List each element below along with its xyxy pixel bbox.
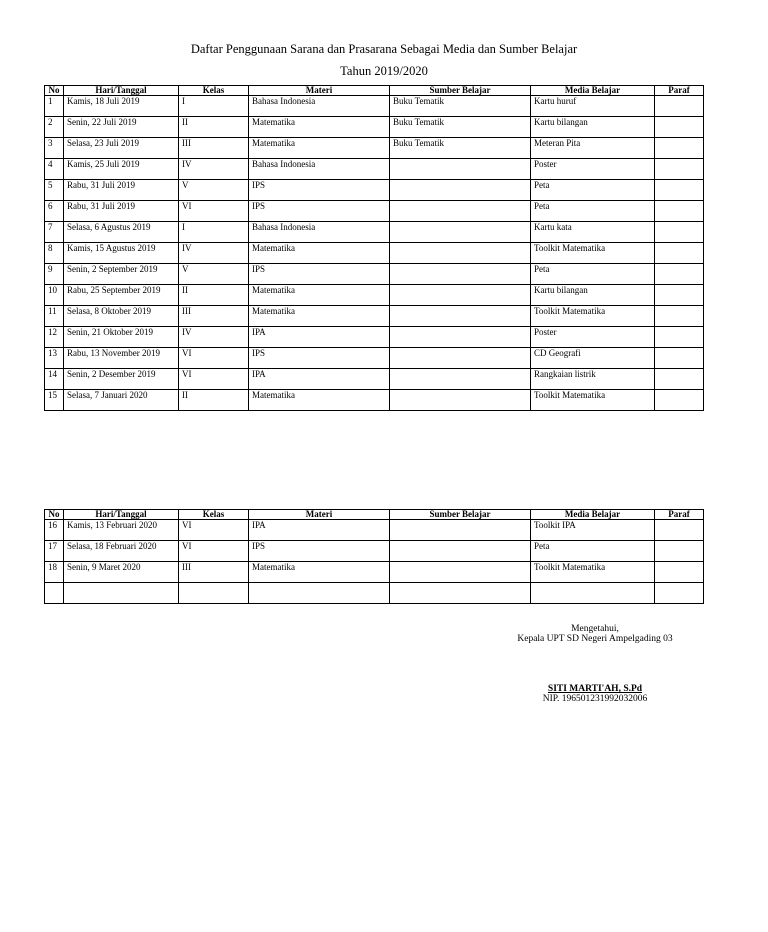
cell-media <box>531 583 655 604</box>
table-row <box>45 264 704 285</box>
cell-signature <box>655 243 704 264</box>
cell-subject: Matematika <box>249 138 390 159</box>
column-header-class: Kelas <box>179 86 249 96</box>
cell-source <box>390 562 531 583</box>
cell-class: VI <box>179 348 249 369</box>
cell-no: 11 <box>45 306 64 327</box>
cell-subject: IPS <box>249 264 390 285</box>
cell-no: 4 <box>45 159 64 180</box>
cell-source <box>390 306 531 327</box>
table-row <box>45 541 704 562</box>
cell-no: 15 <box>45 390 64 411</box>
table-row <box>45 562 704 583</box>
column-header-media: Media Belajar <box>531 86 655 96</box>
cell-signature <box>655 159 704 180</box>
cell-subject: Matematika <box>249 117 390 138</box>
cell-media: Toolkit Matematika <box>531 562 655 583</box>
cell-signature <box>655 264 704 285</box>
cell-source: Buku Tematik <box>390 117 531 138</box>
cell-subject: Bahasa Indonesia <box>249 222 390 243</box>
cell-signature <box>655 222 704 243</box>
cell-subject: Matematika <box>249 562 390 583</box>
cell-signature <box>655 306 704 327</box>
cell-signature <box>655 285 704 306</box>
cell-class: II <box>179 285 249 306</box>
table-row <box>45 201 704 222</box>
cell-signature <box>655 138 704 159</box>
cell-media: CD Geografi <box>531 348 655 369</box>
table-row <box>45 138 704 159</box>
cell-no: 10 <box>45 285 64 306</box>
cell-subject: IPS <box>249 201 390 222</box>
table-body <box>45 520 704 604</box>
cell-media: Kartu bilangan <box>531 117 655 138</box>
table-row <box>45 285 704 306</box>
cell-date: Selasa, 18 Februari 2020 <box>64 541 179 562</box>
cell-source <box>390 369 531 390</box>
signature-heading: Mengetahui, <box>571 624 619 634</box>
cell-no: 8 <box>45 243 64 264</box>
cell-no: 3 <box>45 138 64 159</box>
cell-source <box>390 348 531 369</box>
cell-class: IV <box>179 159 249 180</box>
table-row <box>45 180 704 201</box>
cell-subject: IPS <box>249 180 390 201</box>
cell-no: 17 <box>45 541 64 562</box>
cell-source <box>390 583 531 604</box>
cell-no <box>45 583 64 604</box>
cell-no: 18 <box>45 562 64 583</box>
cell-signature <box>655 327 704 348</box>
cell-no: 12 <box>45 327 64 348</box>
signature-role: Kepala UPT SD Negeri Ampelgading 03 <box>517 634 673 644</box>
cell-class: III <box>179 562 249 583</box>
cell-subject: Matematika <box>249 306 390 327</box>
cell-source <box>390 222 531 243</box>
cell-class: VI <box>179 520 249 541</box>
cell-source <box>390 201 531 222</box>
document-title: Daftar Penggunaan Sarana dan Prasarana Sebagai Media dan Sumber Belajar <box>190 42 578 56</box>
cell-subject: IPA <box>249 327 390 348</box>
cell-date <box>64 583 179 604</box>
cell-source <box>390 264 531 285</box>
cell-source <box>390 327 531 348</box>
cell-no: 6 <box>45 201 64 222</box>
column-header-date: Hari/Tanggal <box>64 510 179 520</box>
column-header-no: No <box>45 510 64 520</box>
cell-subject: IPA <box>249 520 390 541</box>
table-row <box>45 327 704 348</box>
table-row <box>45 520 704 541</box>
cell-date: Senin, 9 Maret 2020 <box>64 562 179 583</box>
cell-source <box>390 180 531 201</box>
cell-media: Toolkit Matematika <box>531 390 655 411</box>
cell-media: Peta <box>531 264 655 285</box>
cell-source <box>390 285 531 306</box>
cell-source <box>390 159 531 180</box>
table-row <box>45 390 704 411</box>
cell-media: Rangkaian listrik <box>531 369 655 390</box>
cell-date: Senin, 22 Juli 2019 <box>64 117 179 138</box>
cell-no: 13 <box>45 348 64 369</box>
cell-source: Buku Tematik <box>390 138 531 159</box>
table-row <box>45 243 704 264</box>
cell-signature <box>655 390 704 411</box>
table-row <box>45 306 704 327</box>
cell-signature <box>655 201 704 222</box>
cell-signature <box>655 562 704 583</box>
cell-class: VI <box>179 201 249 222</box>
cell-signature <box>655 117 704 138</box>
table-row <box>45 369 704 390</box>
cell-class: II <box>179 117 249 138</box>
cell-subject: IPS <box>249 348 390 369</box>
table-row <box>45 159 704 180</box>
column-header-signature: Paraf <box>655 86 704 96</box>
cell-class: VI <box>179 369 249 390</box>
signature-nip: NIP. 196501231992032006 <box>542 694 648 704</box>
table-row <box>45 348 704 369</box>
cell-media: Kartu huruf <box>531 96 655 117</box>
cell-media: Toolkit Matematika <box>531 306 655 327</box>
table-body <box>45 96 704 411</box>
cell-signature <box>655 369 704 390</box>
cell-date: Kamis, 13 Februari 2020 <box>64 520 179 541</box>
cell-class: I <box>179 222 249 243</box>
usage-table-2 <box>44 509 704 604</box>
cell-source <box>390 541 531 562</box>
cell-date: Kamis, 18 Juli 2019 <box>64 96 179 117</box>
cell-source <box>390 390 531 411</box>
cell-subject: Bahasa Indonesia <box>249 159 390 180</box>
cell-signature <box>655 180 704 201</box>
cell-subject: Matematika <box>249 243 390 264</box>
cell-no: 14 <box>45 369 64 390</box>
column-header-subject: Materi <box>249 510 390 520</box>
cell-subject: Matematika <box>249 285 390 306</box>
cell-class: I <box>179 96 249 117</box>
cell-date: Selasa, 23 Juli 2019 <box>64 138 179 159</box>
cell-date: Selasa, 8 Oktober 2019 <box>64 306 179 327</box>
cell-media: Poster <box>531 159 655 180</box>
table-row <box>45 117 704 138</box>
column-header-class: Kelas <box>179 510 249 520</box>
column-header-media: Media Belajar <box>531 510 655 520</box>
cell-media: Peta <box>531 201 655 222</box>
cell-media: Peta <box>531 541 655 562</box>
cell-signature <box>655 520 704 541</box>
cell-source <box>390 243 531 264</box>
cell-signature <box>655 541 704 562</box>
cell-media: Poster <box>531 327 655 348</box>
cell-class: IV <box>179 327 249 348</box>
cell-media: Kartu bilangan <box>531 285 655 306</box>
cell-date: Senin, 2 Desember 2019 <box>64 369 179 390</box>
cell-no: 16 <box>45 520 64 541</box>
column-header-signature: Paraf <box>655 510 704 520</box>
table-row <box>45 583 704 604</box>
cell-media: Toolkit IPA <box>531 520 655 541</box>
table-row <box>45 96 704 117</box>
cell-no: 9 <box>45 264 64 285</box>
column-header-source: Sumber Belajar <box>390 86 531 96</box>
cell-media: Toolkit Matematika <box>531 243 655 264</box>
cell-subject: Matematika <box>249 390 390 411</box>
cell-date: Kamis, 25 Juli 2019 <box>64 159 179 180</box>
table-header-row <box>45 510 704 520</box>
cell-date: Rabu, 31 Juli 2019 <box>64 180 179 201</box>
cell-date: Rabu, 13 November 2019 <box>64 348 179 369</box>
cell-no: 1 <box>45 96 64 117</box>
cell-class: II <box>179 390 249 411</box>
document-year: Tahun 2019/2020 <box>340 64 428 78</box>
cell-source <box>390 520 531 541</box>
column-header-source: Sumber Belajar <box>390 510 531 520</box>
cell-class: IV <box>179 243 249 264</box>
cell-signature <box>655 583 704 604</box>
cell-date: Senin, 2 September 2019 <box>64 264 179 285</box>
cell-date: Rabu, 25 September 2019 <box>64 285 179 306</box>
cell-no: 2 <box>45 117 64 138</box>
cell-subject: Bahasa Indonesia <box>249 96 390 117</box>
cell-no: 5 <box>45 180 64 201</box>
cell-no: 7 <box>45 222 64 243</box>
cell-class: VI <box>179 541 249 562</box>
cell-signature <box>655 96 704 117</box>
cell-media: Meteran Pita <box>531 138 655 159</box>
cell-date: Rabu, 31 Juli 2019 <box>64 201 179 222</box>
cell-signature <box>655 348 704 369</box>
cell-class <box>179 583 249 604</box>
cell-source: Buku Tematik <box>390 96 531 117</box>
cell-date: Senin, 21 Oktober 2019 <box>64 327 179 348</box>
cell-date: Kamis, 15 Agustus 2019 <box>64 243 179 264</box>
column-header-no: No <box>45 86 64 96</box>
cell-media: Kartu kata <box>531 222 655 243</box>
cell-class: III <box>179 306 249 327</box>
cell-date: Selasa, 6 Agustus 2019 <box>64 222 179 243</box>
cell-media: Peta <box>531 180 655 201</box>
cell-subject: IPS <box>249 541 390 562</box>
cell-subject <box>249 583 390 604</box>
column-header-date: Hari/Tanggal <box>64 86 179 96</box>
cell-subject: IPA <box>249 369 390 390</box>
table-row <box>45 222 704 243</box>
table-header-row <box>45 86 704 96</box>
usage-table-1 <box>44 85 704 411</box>
cell-date: Selasa, 7 Januari 2020 <box>64 390 179 411</box>
cell-class: V <box>179 264 249 285</box>
cell-class: III <box>179 138 249 159</box>
signature-name: SITI MARTI'AH, S.Pd <box>547 684 643 694</box>
column-header-subject: Materi <box>249 86 390 96</box>
cell-class: V <box>179 180 249 201</box>
